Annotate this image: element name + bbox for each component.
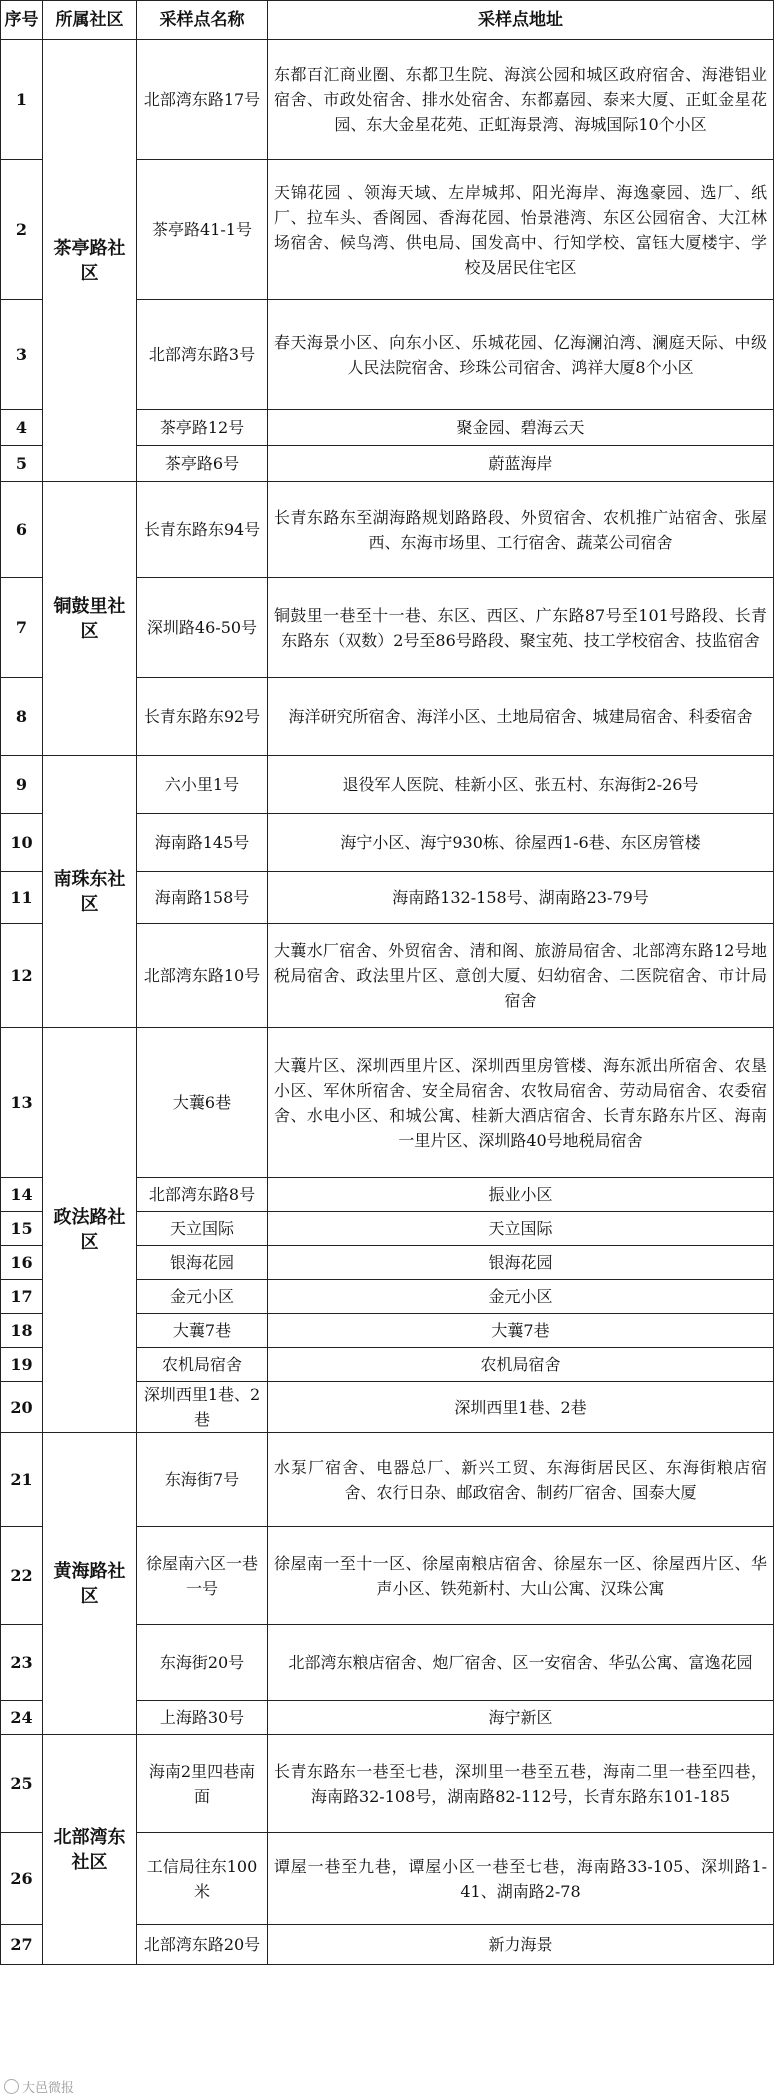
row-number: 1: [1, 40, 43, 160]
site-name: 茶亭路12号: [137, 410, 268, 446]
site-address: 振业小区: [268, 1178, 774, 1212]
row-number: 8: [1, 678, 43, 756]
site-address: 大蘘7巷: [268, 1314, 774, 1348]
site-address: 长青东路东至湖海路规划路路段、外贸宿舍、农机推广站宿舍、张屋西、东海市场里、工行宿舍、蔬菜公司宿舍: [268, 482, 774, 578]
row-number: 22: [1, 1527, 43, 1625]
row-number: 23: [1, 1625, 43, 1701]
community-name: 北部湾东社区: [43, 1735, 137, 1965]
header-row: [1, 1, 774, 40]
site-address: 北部湾东粮店宿舍、炮厂宿舍、区一安宿舍、华弘公寓、富逸花园: [268, 1625, 774, 1701]
site-address: 铜鼓里一巷至十一巷、东区、西区、广东路87号至101号路段、长青东路东（双数）2号至86号路段、聚宝苑、技工学校宿舍、技监宿舍: [268, 578, 774, 678]
site-address: 大蘘片区、深圳西里片区、深圳西里房管楼、海东派出所宿舍、农垦小区、军休所宿舍、安全局宿舍、农牧局宿舍、劳动局宿舍、农委宿舍、水电小区、和城公寓、桂新大酒店宿舍、长青东路东片区、海南一里片区、深圳路40号地税局宿舍: [268, 1028, 774, 1178]
site-name: 海南路158号: [137, 872, 268, 924]
community-name: 南珠东社区: [43, 756, 137, 1028]
row-number: 19: [1, 1348, 43, 1382]
site-address: 银海花园: [268, 1246, 774, 1280]
site-name: 六小里1号: [137, 756, 268, 814]
site-name: 深圳路46-50号: [137, 578, 268, 678]
row-number: 4: [1, 410, 43, 446]
site-name: 东海街20号: [137, 1625, 268, 1701]
site-address: 深圳西里1巷、2巷: [268, 1382, 774, 1433]
site-address: 蔚蓝海岸: [268, 446, 774, 482]
row-number: 26: [1, 1833, 43, 1925]
site-address: 海南路132-158号、湖南路23-79号: [268, 872, 774, 924]
row-number: 20: [1, 1382, 43, 1433]
site-name: 长青东路东92号: [137, 678, 268, 756]
table-row: [1, 40, 774, 160]
site-name: 农机局宿舍: [137, 1348, 268, 1382]
header-community: 所属社区: [43, 1, 137, 40]
site-name: 徐屋南六区一巷一号: [137, 1527, 268, 1625]
site-address: 谭屋一巷至九巷，谭屋小区一巷至七巷，海南路33-105、深圳路1-41、湖南路2-78: [268, 1833, 774, 1925]
table-row: [1, 1735, 774, 1833]
site-address: 长青东路东一巷至七巷，深圳里一巷至五巷，海南二里一巷至四巷，海南路32-108号，湖南路82-112号，长青东路东101-185: [268, 1735, 774, 1833]
row-number: 12: [1, 924, 43, 1028]
site-name: 长青东路东94号: [137, 482, 268, 578]
row-number: 5: [1, 446, 43, 482]
row-number: 6: [1, 482, 43, 578]
watermark: [4, 2077, 74, 2096]
site-address: 徐屋南一至十一区、徐屋南粮店宿舍、徐屋东一区、徐屋西片区、华声小区、铁苑新村、大山公寓、汉珠公寓: [268, 1527, 774, 1625]
site-name: 上海路30号: [137, 1701, 268, 1735]
site-name: 天立国际: [137, 1212, 268, 1246]
row-number: 11: [1, 872, 43, 924]
site-address: 聚金园、碧海云天: [268, 410, 774, 446]
site-address: 退役军人医院、桂新小区、张五村、东海街2-26号: [268, 756, 774, 814]
site-name: 海南2里四巷南面: [137, 1735, 268, 1833]
site-name: 北部湾东路20号: [137, 1925, 268, 1965]
site-name: 北部湾东路8号: [137, 1178, 268, 1212]
site-name: 工信局往东100米: [137, 1833, 268, 1925]
site-name: 大蘘6巷: [137, 1028, 268, 1178]
header-site-address: 采样点地址: [268, 1, 774, 40]
site-name: 金元小区: [137, 1280, 268, 1314]
site-address: 海洋研究所宿舍、海洋小区、土地局宿舍、城建局宿舍、科委宿舍: [268, 678, 774, 756]
row-number: 13: [1, 1028, 43, 1178]
row-number: 17: [1, 1280, 43, 1314]
watermark-text: 大邑微报: [22, 2081, 75, 2096]
site-name: 银海花园: [137, 1246, 268, 1280]
row-number: 16: [1, 1246, 43, 1280]
site-address: 水泵厂宿舍、电器总厂、新兴工贸、东海街居民区、东海街粮店宿舍、农行日杂、邮政宿舍、制药厂宿舍、国泰大厦: [268, 1433, 774, 1527]
community-name: 茶亭路社区: [43, 40, 137, 482]
site-name: 大蘘7巷: [137, 1314, 268, 1348]
row-number: 21: [1, 1433, 43, 1527]
site-address: 春天海景小区、向东小区、乐城花园、亿海澜泊湾、澜庭天际、中级人民法院宿舍、珍珠公司宿舍、鸿祥大厦8个小区: [268, 300, 774, 410]
site-address: 天立国际: [268, 1212, 774, 1246]
site-name: 海南路145号: [137, 814, 268, 872]
community-name: 黄海路社区: [43, 1433, 137, 1735]
row-number: 14: [1, 1178, 43, 1212]
table-row: [1, 756, 774, 814]
row-number: 25: [1, 1735, 43, 1833]
site-address: 天锦花园 、领海天域、左岸城邦、阳光海岸、海逸豪园、选厂、纸厂、拉车头、香阁园、香海花园、怡景港湾、东区公园宿舍、大江林场宿舍、候鸟湾、供电局、国发高中、行知学校、富钰大厦楼宇、学校及居民住宅区: [268, 160, 774, 300]
row-number: 24: [1, 1701, 43, 1735]
table-row: [1, 1433, 774, 1527]
site-name: 东海街7号: [137, 1433, 268, 1527]
site-address: 农机局宿舍: [268, 1348, 774, 1382]
site-address: 东都百汇商业圈、东都卫生院、海滨公园和城区政府宿舍、海港铝业宿舍、市政处宿舍、排水处宿舍、东都嘉园、泰来大厦、正虹金星花园、东大金星花苑、正虹海景湾、海城国际10个小区: [268, 40, 774, 160]
community-name: 政法路社区: [43, 1028, 137, 1433]
header-no: 序号: [1, 1, 43, 40]
site-name: 北部湾东路10号: [137, 924, 268, 1028]
site-name: 茶亭路6号: [137, 446, 268, 482]
table-row: [1, 482, 774, 578]
row-number: 18: [1, 1314, 43, 1348]
row-number: 10: [1, 814, 43, 872]
site-address: 金元小区: [268, 1280, 774, 1314]
site-name: 北部湾东路3号: [137, 300, 268, 410]
row-number: 3: [1, 300, 43, 410]
site-address: 海宁新区: [268, 1701, 774, 1735]
site-address: 海宁小区、海宁930栋、徐屋西1-6巷、东区房管楼: [268, 814, 774, 872]
header-site-name: 采样点名称: [137, 1, 268, 40]
community-name: 铜鼓里社区: [43, 482, 137, 756]
site-name: 北部湾东路17号: [137, 40, 268, 160]
site-address: 新力海景: [268, 1925, 774, 1965]
site-name: 深圳西里1巷、2巷: [137, 1382, 268, 1433]
site-address: 大蘘水厂宿舍、外贸宿舍、清和阁、旅游局宿舍、北部湾东路12号地税局宿舍、政法里片区、意创大厦、妇幼宿舍、二医院宿舍、市计局宿舍: [268, 924, 774, 1028]
table-row: [1, 1028, 774, 1178]
weibo-icon: [4, 2079, 19, 2094]
row-number: 9: [1, 756, 43, 814]
row-number: 27: [1, 1925, 43, 1965]
site-name: 茶亭路41-1号: [137, 160, 268, 300]
row-number: 7: [1, 578, 43, 678]
row-number: 2: [1, 160, 43, 300]
row-number: 15: [1, 1212, 43, 1246]
table-body: [1, 40, 774, 1965]
